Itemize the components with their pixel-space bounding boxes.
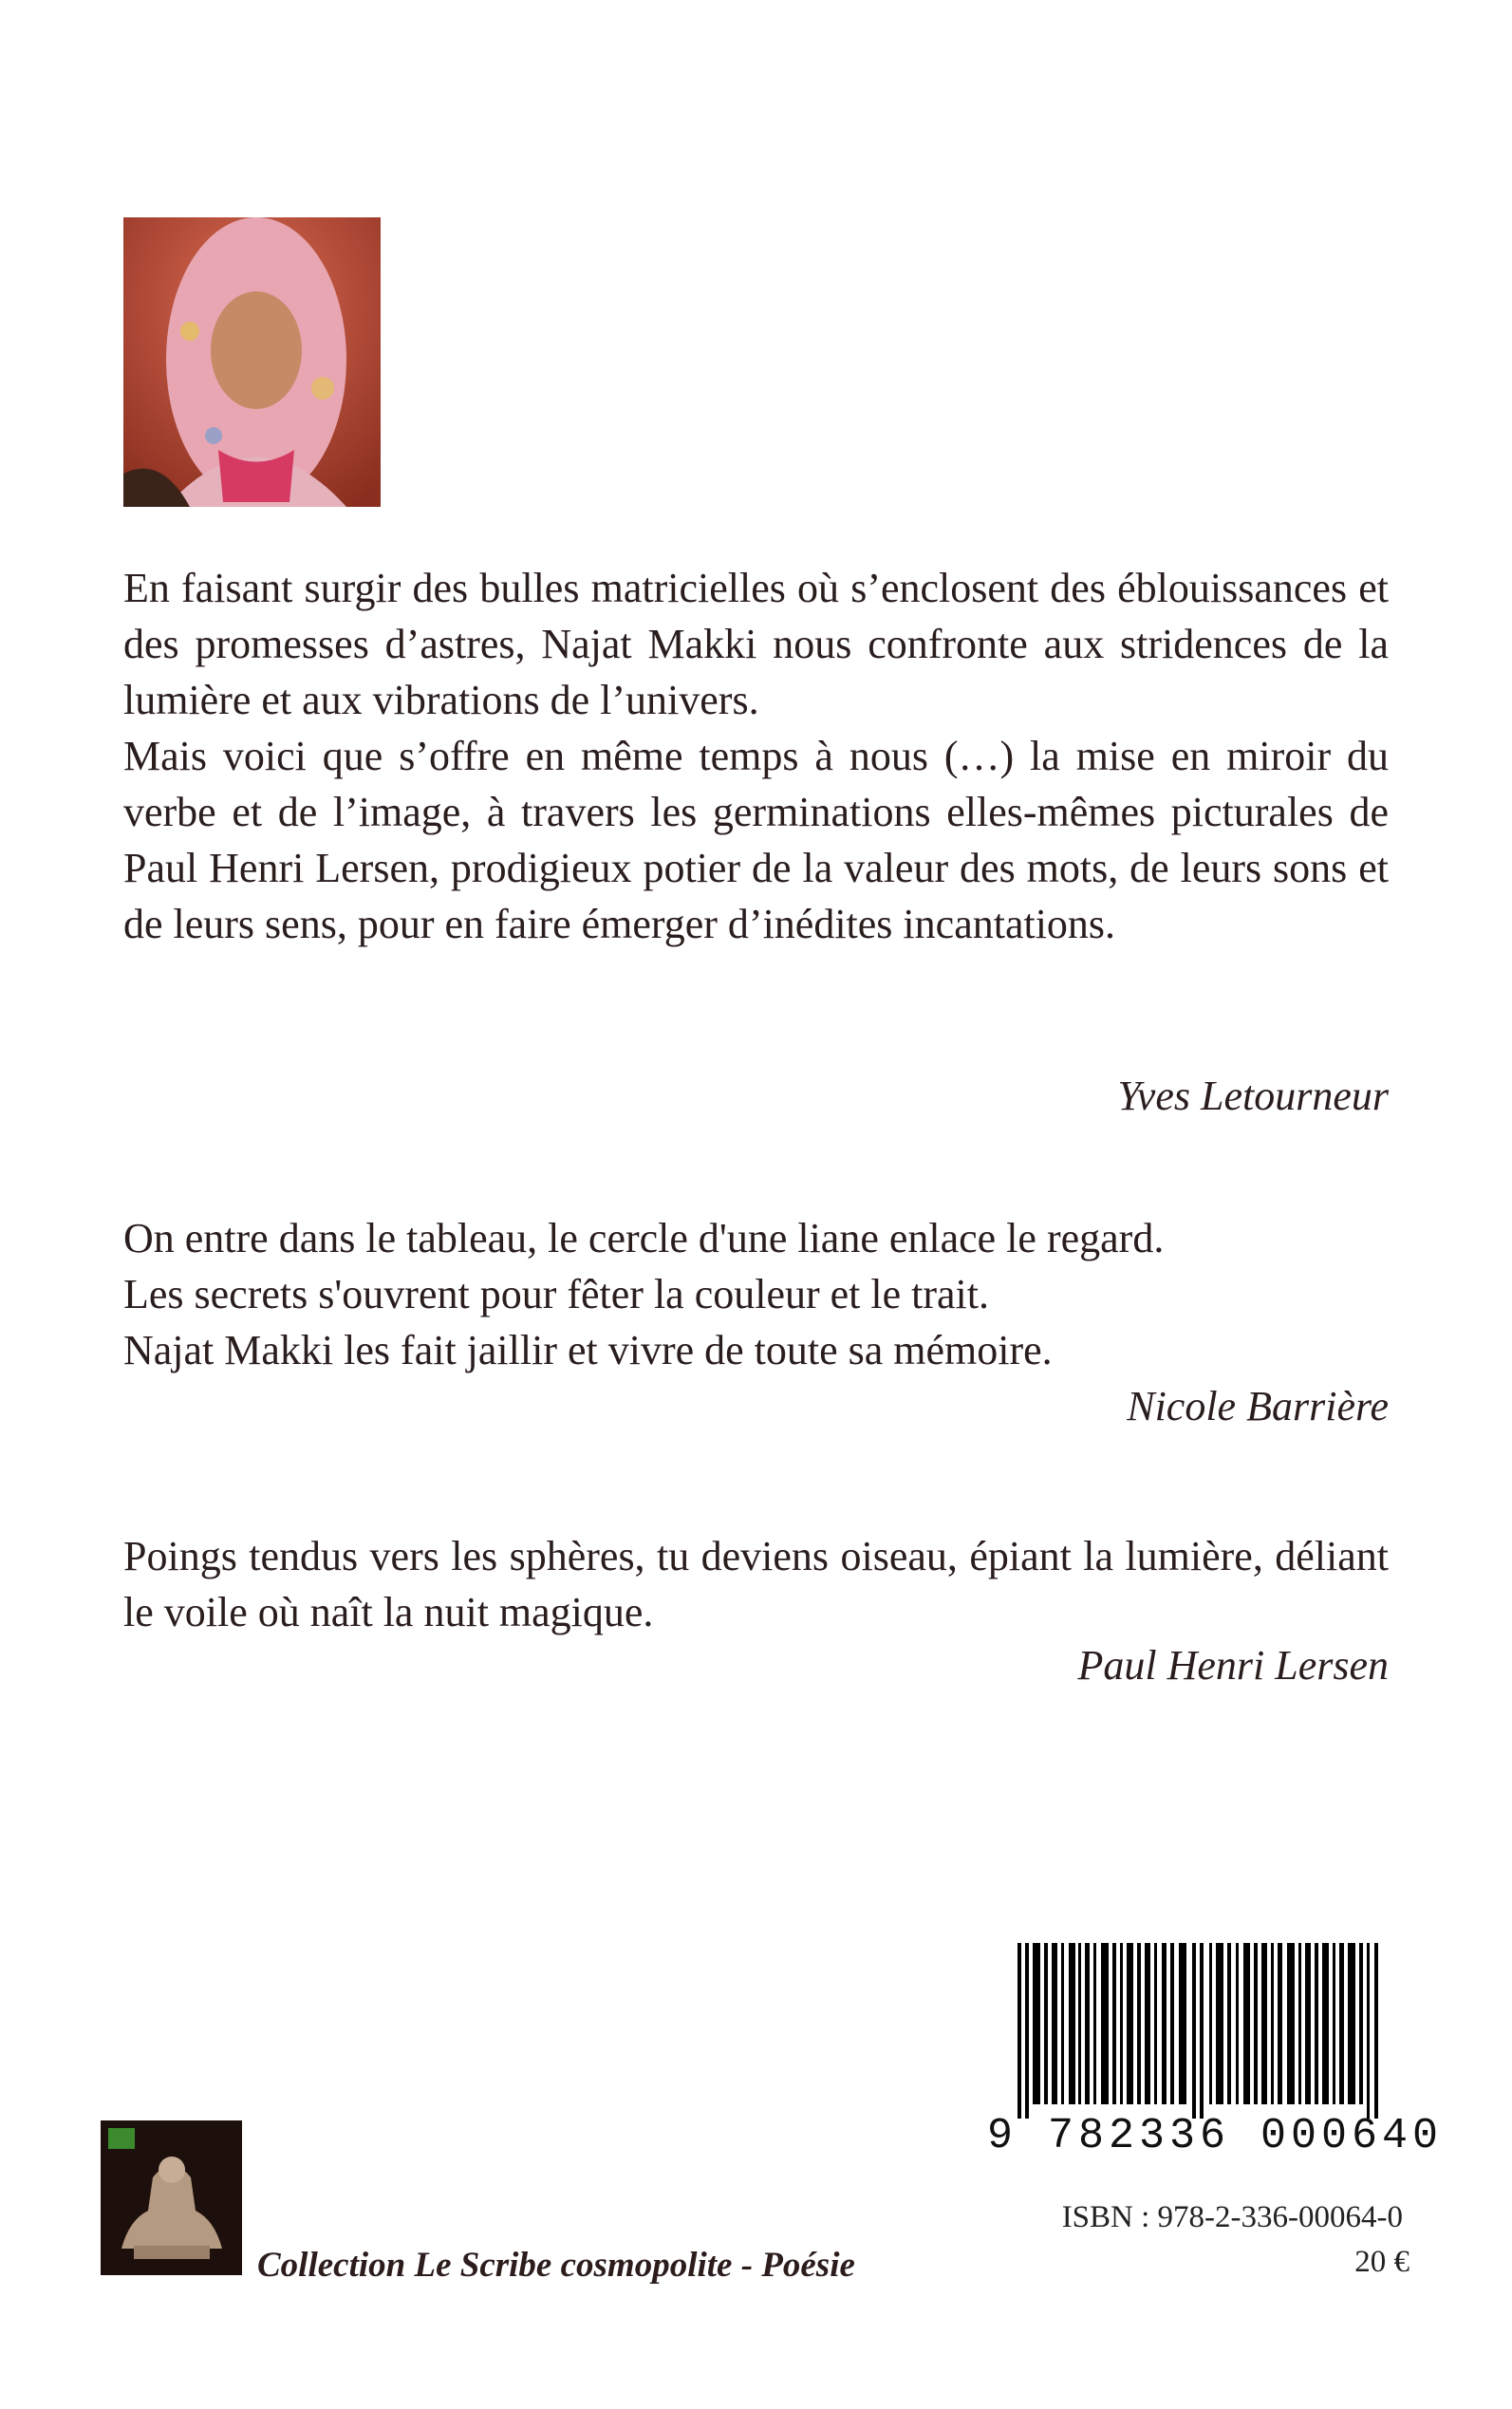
quote2-author: Nicole Barrière [1127, 1383, 1389, 1429]
isbn: ISBN : 978-2-336-00064-0 [1061, 2200, 1403, 2234]
publisher-logo [101, 2120, 242, 2275]
author-portrait [123, 217, 381, 507]
quote3-author: Paul Henri Lersen [1077, 1642, 1389, 1689]
quote-yves-letourneur [123, 560, 1389, 952]
quote-nicole-barriere [123, 1210, 1389, 1378]
price: 20 € [1354, 2245, 1409, 2279]
quote1-paragraph1: En faisant surgir des bulles matricielles où s’enclosent des éblouissances et des promesses d’astres, Najat Makki nous confronte aux stridences de la lumière et aux vibrations de l’univers. [123, 565, 1389, 723]
quote2-line-2: Les secrets s'ouvrent pour fêter la couleur et le trait. [123, 1271, 989, 1317]
quote2-line-1: On entre dans le tableau, le cercle d'une liane enlace le regard. [123, 1215, 1165, 1261]
barcode-digits: 9 782336 000640 [987, 2112, 1444, 2160]
quote1-author: Yves Letourneur [1117, 1073, 1389, 1119]
quote1-paragraph2: Mais voici que s’offre en même temps à nous (…) la mise en miroir du verbe et de l’image, à travers les germinations elles-mêmes picturales de Paul Henri Lersen, prodigieux potier de la valeur des mots, de leurs sons et de leurs sens, pour en faire émerger d’inédites incantations. [123, 733, 1389, 947]
quote3-text: Poings tendus vers les sphères, tu deviens oiseau, épiant la lumière, déliant le voile où naît la nuit magique. [123, 1533, 1389, 1635]
quote-paul-henri-lersen [123, 1528, 1389, 1640]
quote2-line-3: Najat Makki les fait jaillir et vivre de toute sa mémoire. [123, 1327, 1053, 1373]
collection-name: Collection Le Scribe cosmopolite - Poésie [257, 2246, 855, 2285]
